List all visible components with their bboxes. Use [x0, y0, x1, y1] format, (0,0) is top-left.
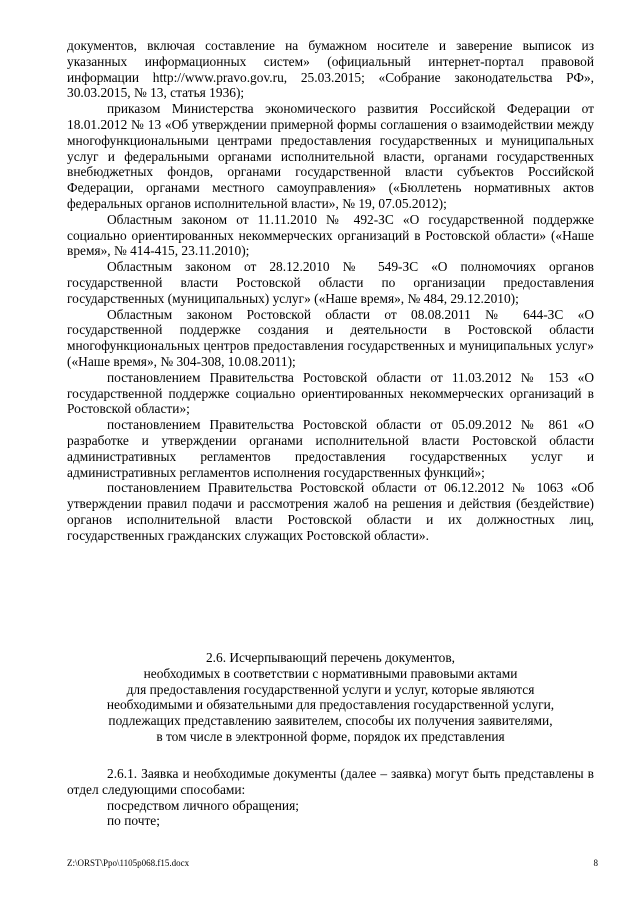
document-body [67, 38, 594, 544]
list-item-by-mail: по почте; [107, 813, 160, 829]
paragraph-law-492: Областным законом от 11.11.2010 № 492-ЗС «О государственной поддержке социально ориентированных некоммерческих организаций в Ростовской области» («Наше время», № 414-415, 23.11.2010); [67, 211, 594, 259]
heading-line: для предоставления государственной услуги и услуг, которые являются [126, 681, 535, 697]
paragraph-law-549: Областным законом от 28.12.2010 № 549-ЗС «О полномочиях органов государственной власти Ростовской области по организации предоставления государственных (муниципальных) услуг» («Наше время», № 484, 29.12.2010); [67, 259, 594, 306]
section-heading-2-6 [67, 650, 594, 745]
paragraph-2-6-1: 2.6.1. Заявка и необходимые документы (далее – заявка) могут быть представлены в отдел следующими способами: [67, 766, 594, 797]
paragraph-resolution-153: постановлением Правительства Ростовской области от 11.03.2012 № 153 «О государственной поддержке социально ориентированных некоммерческих организаций в Ростовской области»; [67, 369, 594, 417]
paragraph-order-mineconomdev: приказом Министерства экономического развития Российской Федерации от 18.01.2012 № 13 «Об утверждении примерной формы соглашения о взаимодействии между многофункциональными центрами предоставления государственных и муниципальных услуг и федеральными органами исполнительной власти, органами государственных внебюджетных фондов, органами государственной власти субъектов Российской Федерации, органами местного самоуправления» («Бюллетень нормативных актов федеральных органов исполнительной власти», № 19, 07.05.2012); [67, 101, 594, 211]
heading-line: в том числе в электронной форме, порядок их представления [156, 728, 505, 744]
footer-file-path: Z:\ORST\Ppo\1105p068.f15.docx [67, 858, 190, 868]
paragraph-law-644: Областным законом Ростовской области от 08.08.2011 № 644-ЗС «О государственной поддержке создания и деятельности в Ростовской области многофункциональных центров предоставления государственных и муниципальных услуг» («Наше время», № 304-308, 10.08.2011); [67, 306, 594, 369]
heading-line: необходимыми и обязательными для предоставления государственной услуги, [106, 697, 555, 713]
heading-line: необходимых в соответствии с нормативными правовыми актами [143, 665, 518, 681]
section-2-6-1 [67, 766, 594, 829]
paragraph-resolution-1063: постановлением Правительства Ростовской области от 06.12.2012 № 1063 «Об утверждении правил подачи и рассмотрения жалоб на решения и действия (бездействие) органов исполнительной власти Ростовской области и их должностных лиц, государственных гражданских служащих Ростовской области». [67, 480, 594, 543]
heading-line: подлежащих представлению заявителем, способы их получения заявителями, [108, 713, 553, 729]
list-item-personal-visit: посредством личного обращения; [107, 797, 299, 813]
page-number: 8 [593, 858, 598, 868]
heading-line: 2.6. Исчерпывающий перечень документов, [205, 650, 456, 665]
paragraph-pravo-portal: документов, включая составление на бумажном носителе и заверение выписок из указанных информационных систем» (официальный интернет-портал правовой информации http://www.pravo.gov.ru, 25.03.2015; «Собрание законодательства РФ», 30.03.2015, № 13, статья 1936); [67, 38, 594, 101]
paragraph-resolution-861: постановлением Правительства Ростовской области от 05.09.2012 № 861 «О разработке и утверждении органами исполнительной власти Ростовской области административных регламентов предоставления государственных услуг и административных регламентов исполнения государственных функций»; [67, 417, 594, 480]
